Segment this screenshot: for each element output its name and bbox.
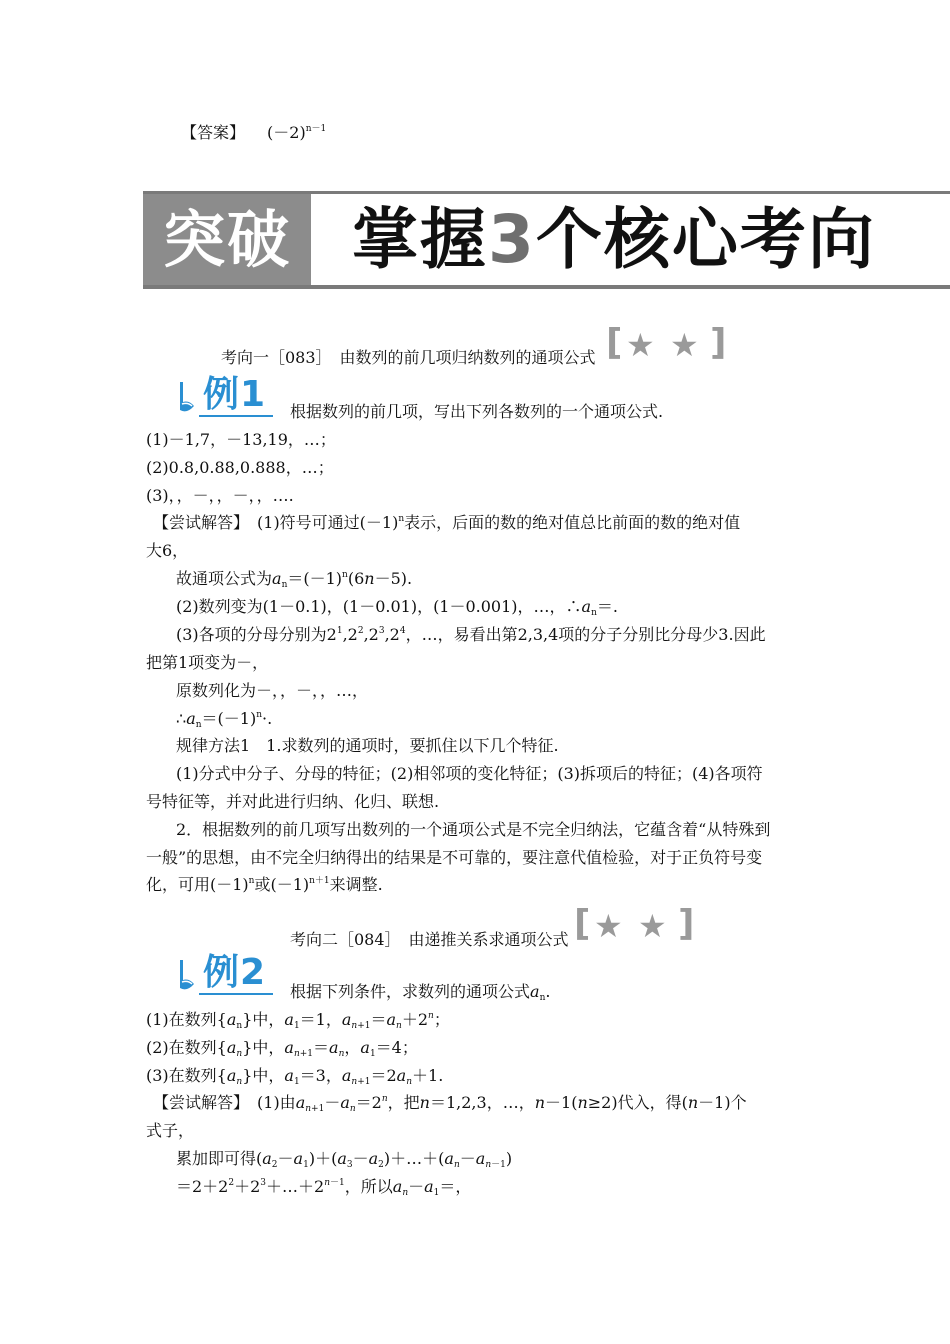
text: ＋2 (401, 1010, 429, 1029)
text: ,2 (384, 625, 400, 644)
text: ≥2)代入，得( (587, 1093, 688, 1112)
solution1-line1 (153, 513, 740, 533)
subscript: n+1 (293, 1049, 314, 1059)
subscript: n (281, 580, 288, 590)
var: n (419, 1093, 430, 1112)
text: 化，可用(－1) (146, 875, 249, 894)
text: 或(－1) (254, 875, 310, 894)
text: 表示，后面的数的绝对值总比前面的数的绝对值 (404, 513, 741, 532)
text: ,2 (342, 625, 358, 644)
subscript: n (406, 1077, 413, 1087)
var: n (687, 1093, 699, 1112)
text: ·. (262, 709, 273, 728)
text: － (352, 1149, 369, 1168)
text: }中， (242, 1066, 285, 1085)
banner-title (352, 196, 876, 284)
subscript: 1 (303, 1160, 309, 1170)
banner-title-part-b: 个核心考向 (535, 201, 876, 278)
var: a (386, 1010, 397, 1029)
star-icon: ★ (594, 907, 623, 945)
method1-line5: 一般”的思想，由不完全归纳得出的结果是不可靠的，要注意代值检验，对于正负符号变 (146, 848, 763, 867)
var: a (341, 1066, 352, 1085)
section1-difficulty-stars (606, 322, 727, 364)
text: ＝(－1) (287, 569, 343, 588)
text: (2)数列变为(1－0.1)，(1－0.01)，(1－0.001)，…，∴ (176, 597, 582, 616)
var: a (226, 1038, 237, 1057)
text: － (277, 1149, 294, 1168)
text: ＝2＋2 (176, 1177, 229, 1196)
subscript: n (539, 993, 546, 1003)
solution1-line3 (176, 569, 412, 589)
subscript: n (195, 720, 202, 730)
subscript: n (591, 608, 597, 618)
text: ＝1， (299, 1010, 342, 1029)
exponent: 3 (260, 1178, 267, 1188)
exponent: 3 (378, 626, 385, 636)
solution1-line2: 大6， (146, 541, 189, 560)
example1-question-3: (3)，，－，，－，，…. (146, 486, 294, 505)
text: (2)在数列{ (146, 1038, 227, 1057)
text: }中， (242, 1010, 285, 1029)
subscript: 1 (293, 1021, 300, 1031)
var: a (360, 1038, 370, 1057)
var: a (272, 569, 282, 588)
text: －1)个 (698, 1093, 747, 1112)
method1-line3: 号特征等，并对此进行归纳、化归、联想. (146, 792, 440, 811)
subscript: n (453, 1160, 460, 1170)
leaf-icon (177, 380, 197, 416)
subscript: n (236, 1077, 243, 1087)
exponent: n (256, 710, 262, 720)
subscript: n－1 (485, 1160, 506, 1170)
try-label: 【尝试解答】 (153, 513, 242, 532)
subscript: 1 (293, 1077, 300, 1087)
exponent: 2 (357, 626, 364, 636)
banner-title-number: 3 (488, 201, 536, 278)
subscript: n (236, 1021, 243, 1031)
text: ＝4； (375, 1038, 418, 1057)
var: a (293, 1149, 304, 1168)
star-icon: ★ (626, 326, 655, 364)
text: 根据下列条件，求数列的通项公式 (290, 982, 531, 1001)
text: ，所以 (344, 1177, 393, 1196)
text: ＋2 (234, 1177, 261, 1196)
var: a (396, 1066, 407, 1085)
solution2-line2: 式子， (146, 1121, 195, 1140)
text: ＝， (439, 1177, 472, 1196)
solution2-line1 (153, 1093, 747, 1113)
banner-bottom-rule (143, 285, 950, 289)
example1-text: 例1 (203, 374, 267, 415)
example2-text: 例2 (203, 952, 267, 993)
section2-topic: 考向二［084］ 由递推关系求通项公式 (290, 930, 569, 949)
solution2-line3 (176, 1149, 512, 1169)
example2-question-3 (146, 1066, 443, 1086)
subscript: n (349, 1104, 356, 1114)
solution1-line4 (176, 597, 618, 617)
exponent: n (398, 514, 405, 524)
answer-line (181, 123, 326, 143)
text: ＝ (313, 1038, 330, 1057)
star-bracket-left: [ (574, 903, 591, 944)
text: (1)由 (241, 1093, 296, 1112)
method1-line1: 规律方法1 1.求数列的通项时，要抓住以下几个特征. (176, 736, 559, 755)
text: － (408, 1177, 425, 1196)
var: a (424, 1177, 434, 1196)
text: ＝ (370, 1010, 387, 1029)
subscript: 2 (271, 1160, 278, 1170)
text: －1( (545, 1093, 578, 1112)
method1-line6 (146, 875, 383, 895)
text: 来调整. (329, 875, 383, 894)
var: a (262, 1149, 272, 1168)
text: (1)在数列{ (146, 1010, 227, 1029)
answer-exponent: n－1 (305, 124, 327, 134)
exponent: 1 (336, 626, 343, 636)
text: ∴ (176, 709, 187, 728)
leaf-icon (177, 958, 197, 994)
var: a (340, 1093, 350, 1112)
text: －5). (374, 569, 413, 588)
example2-prompt (290, 982, 550, 1002)
banner-title-part-a: 掌握 (352, 201, 488, 278)
text: (3)各项的分母分别为2 (176, 625, 337, 644)
solution1-line8 (176, 709, 272, 729)
text: ＝(－1) (201, 709, 257, 728)
example2-question-1 (146, 1010, 450, 1030)
subscript: 1 (433, 1188, 440, 1198)
subscript: n+1 (305, 1104, 325, 1114)
exponent: n＋1 (309, 876, 330, 886)
answer-value: (－2) (267, 123, 306, 142)
solution1-line5 (176, 625, 766, 645)
section2-difficulty-stars (574, 903, 695, 945)
subscript: 2 (378, 1160, 384, 1170)
var: a (295, 1093, 306, 1112)
subscript: n (396, 1021, 402, 1031)
answer-label: 【答案】 (181, 123, 246, 142)
exponent: n－1 (324, 1178, 345, 1188)
var: n (364, 569, 375, 588)
text: ，…，易看出第2,3,4项的分子分别比分母少3.因此 (405, 625, 766, 644)
example1-underline (199, 415, 273, 417)
var: a (475, 1149, 486, 1168)
star-icon: ★ (670, 326, 699, 364)
var: n (577, 1093, 588, 1112)
exponent: n (342, 570, 348, 580)
text: ，把 (387, 1093, 420, 1112)
example2-underline (199, 993, 273, 995)
text: － (459, 1149, 476, 1168)
var: n (534, 1093, 546, 1112)
text: ＋…＋2 (266, 1177, 325, 1196)
subscript: 3 (346, 1160, 353, 1170)
star-icon: ★ (638, 907, 667, 945)
try-label: 【尝试解答】 (153, 1093, 242, 1112)
text: (3)在数列{ (146, 1066, 227, 1085)
example1-prompt: 根据数列的前几项，写出下列各数列的一个通项公式. (290, 402, 664, 421)
text: － (324, 1093, 341, 1112)
text: (6 (347, 569, 365, 588)
text: ) (505, 1149, 513, 1168)
text: . (545, 982, 551, 1001)
exponent: n (248, 876, 255, 886)
example1-label (177, 374, 273, 418)
method1-line2: (1)分式中分子、分母的特征；(2)相邻项的变化特征；(3)拆项后的特征；(4)各项符 (176, 764, 763, 783)
example2-label (177, 952, 273, 996)
var: a (530, 982, 540, 1001)
text: 故通项公式为 (176, 569, 273, 588)
exponent: n (381, 1094, 388, 1104)
var: a (368, 1149, 379, 1168)
text: ， (344, 1038, 361, 1057)
text: ＝. (596, 597, 618, 616)
var: a (341, 1010, 352, 1029)
example2-question-2 (146, 1038, 418, 1058)
var: a (226, 1010, 237, 1029)
solution2-line4 (176, 1177, 471, 1197)
exponent: 2 (228, 1178, 235, 1188)
method1-line4: 2．根据数列的前几项写出数列的一个通项公式是不完全归纳法，它蕴含着“从特殊到 (176, 820, 771, 839)
var: a (392, 1177, 403, 1196)
text: ＝2 (355, 1093, 382, 1112)
var: a (284, 1066, 294, 1085)
solution1-line6: 把第1项变为－， (146, 653, 269, 672)
star-bracket-right: ] (710, 322, 727, 363)
var: a (284, 1010, 294, 1029)
text: ＝2 (370, 1066, 397, 1085)
example1-question-2: (2)0.8,0.88,0.888，…； (146, 458, 334, 477)
text: ＝1,2,3，…， (429, 1093, 535, 1112)
subscript: n+1 (351, 1021, 371, 1031)
var: a (444, 1149, 454, 1168)
subscript: n+1 (351, 1077, 371, 1087)
star-bracket-left: [ (606, 322, 623, 363)
text: (1)符号可通过(－1) (241, 513, 399, 532)
var: a (226, 1066, 237, 1085)
text: )＋…＋( (383, 1149, 445, 1168)
text: }中， (242, 1038, 285, 1057)
subscript: 1 (369, 1049, 376, 1059)
text: ＋1. (412, 1066, 444, 1085)
var: a (337, 1149, 347, 1168)
subscript: n (402, 1188, 409, 1198)
section1-topic: 考向一［083］ 由数列的前几项归纳数列的通项公式 (221, 348, 596, 367)
text: ,2 (363, 625, 379, 644)
text: ＝3， (299, 1066, 342, 1085)
var: a (186, 709, 196, 728)
text: )＋( (308, 1149, 338, 1168)
text: ； (433, 1010, 450, 1029)
exponent: 4 (399, 626, 406, 636)
var: a (284, 1038, 294, 1057)
example1-question-1: (1)－1,7，－13,19，…； (146, 430, 336, 449)
subscript: n (236, 1049, 243, 1059)
text: 累加即可得( (176, 1149, 263, 1168)
var: a (581, 597, 592, 616)
star-bracket-right: ] (678, 903, 695, 944)
subscript: n (338, 1049, 345, 1059)
banner-tag: 突破 (143, 194, 311, 285)
var: a (329, 1038, 339, 1057)
exponent: n (428, 1011, 434, 1021)
solution1-line7: 原数列化为－，，－，，…， (176, 681, 369, 700)
